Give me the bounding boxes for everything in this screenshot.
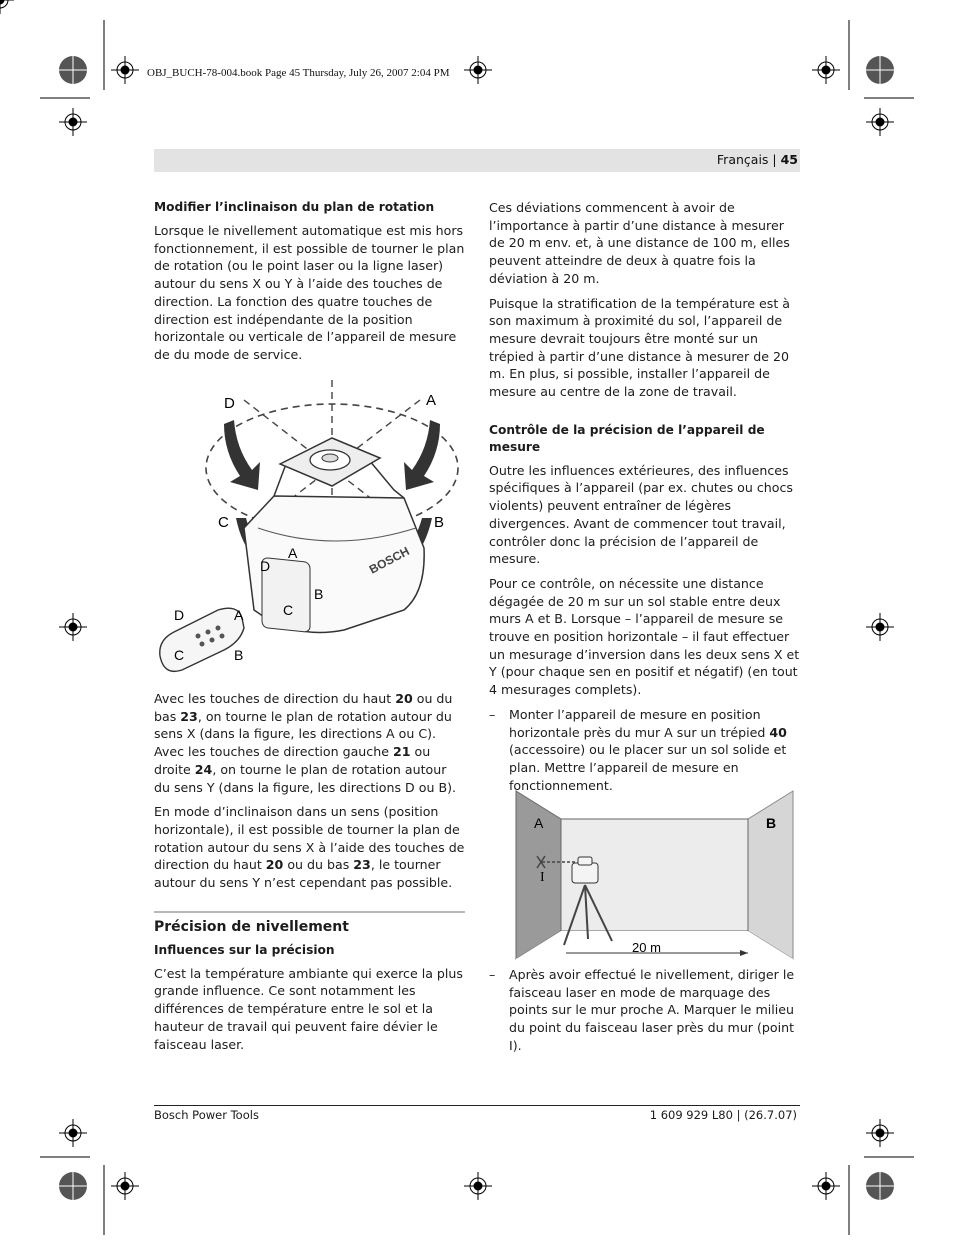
footer-rule bbox=[154, 1105, 800, 1106]
paragraph-inclinaison: Lorsque le nivellement automatique est mis hors fonctionnement, il est possible de tourner le plan de rotation (ou le point laser ou la ligne laser) autour du sens X ou Y à l’aide des touches de direction. La fonction des quatre touches de direction est indépendante de la position horizontale ou verticale de l’appareil de mesure de du mode de service. bbox=[154, 223, 465, 362]
figure-room-measurement bbox=[514, 789, 795, 961]
remote-control bbox=[160, 608, 244, 671]
list-item-step-2: – Après avoir effectué le nivellement, diriger le faisceau laser en mode de marquage des points sur le mur proche A. Marquer le milieu du point du faisceau laser près du mur (point I). bbox=[489, 967, 795, 1053]
figure-rotation-laser bbox=[154, 378, 465, 678]
label-distance: 20 m bbox=[632, 940, 661, 955]
paragraph-control-distance: Pour ce contrôle, on nécessite une distance dégagée de 20 m sur un sol stable entre deux murs A et B. Lorsque – l’appareil de mesure se trouve en position horizontale – il faut effectuer un mesurage d’inversion dans les deux sens X et Y (pour chaque sen en positif et négatif) (en tout 4 mesurages complets). bbox=[489, 575, 800, 698]
label-c-device: C bbox=[283, 602, 294, 618]
label-b-remote: B bbox=[234, 647, 244, 663]
label-wall-a: A bbox=[534, 815, 544, 831]
running-header bbox=[717, 152, 798, 167]
label-c-remote: C bbox=[174, 647, 185, 663]
right-column-bottom bbox=[489, 966, 800, 1062]
arrow-a bbox=[404, 420, 440, 490]
left-column-top bbox=[154, 199, 465, 371]
arrow-d bbox=[224, 420, 260, 490]
footer-doc-number: 1 609 929 L80 | (26.7.07) bbox=[649, 1108, 797, 1122]
label-c-side: C bbox=[218, 514, 229, 531]
paragraph-temperature: C’est la température ambiante qui exerce la plus grande influence. Ce sont notamment les différences de température entre le sol et la hauteur de travail qui peuvent faire dévier le faisceau laser. bbox=[154, 965, 463, 1052]
page-number: 45 bbox=[780, 152, 798, 167]
label-d-top: D bbox=[224, 395, 235, 412]
brand-logo: BOSCH bbox=[366, 543, 412, 577]
left-column-bottom bbox=[154, 690, 465, 1060]
tripod-laser bbox=[572, 863, 598, 883]
heading-controle: Contrôle de la précision de l’appareil de mesure bbox=[489, 422, 765, 454]
label-a-top: A bbox=[426, 392, 437, 409]
label-a-device: A bbox=[288, 545, 298, 561]
paragraph-direction-keys: Avec les touches de direction du haut 20 ou du bas 23, on tourne le plan de rotation autour du sens X (dans la figure, les directions A ou C). Avec les touches de direction gauche 21 ou droite 24, on tourne le plan de rotation autour du sens Y (dans la figure, les directions D ou B). bbox=[154, 691, 456, 795]
section-rule bbox=[154, 911, 465, 913]
language-label: Français | bbox=[716, 152, 781, 167]
paragraph-device-influences: Outre les influences extérieures, des influences spécifiques à l’appareil (par ex. chutes ou chocs violents) peuvent entraîner de légères divergences. Avant de commencer tout travail, contrôler donc la précision de l’appareil de mesure. bbox=[489, 462, 793, 567]
label-wall-b: B bbox=[766, 815, 777, 831]
paragraph-tripod: Puisque la stratification de la température est à son maximum à proximité du sol, l’appareil de mesure devrait toujours être monté sur un trépied à partir d’une distance à mesurer de 20 m. En plus, si possible, installer l’appareil de mesure au centre de la zone de travail. bbox=[489, 295, 790, 400]
label-a-remote: A bbox=[234, 607, 244, 623]
heading-inclinaison: Modifier l’inclinaison du plan de rotation bbox=[154, 200, 435, 214]
paragraph-single-axis-mode: En mode d’inclinaison dans un sens (position horizontale), il est possible de tourner la plan de rotation autour du sens X à l’aide des touches de direction du haut 20 ou du bas 23, le tourner autour du sens Y n’est cependant pas possible. bbox=[154, 804, 465, 891]
header-bar bbox=[154, 149, 800, 172]
label-d-remote: D bbox=[174, 607, 185, 623]
footer-publisher: Bosch Power Tools bbox=[154, 1108, 259, 1122]
label-b-device: B bbox=[314, 586, 324, 602]
label-point-i: I bbox=[540, 870, 545, 885]
right-column bbox=[489, 199, 800, 801]
print-header: OBJ_BUCH-78-004.book Page 45 Thursday, July 26, 2007 2:04 PM bbox=[147, 67, 450, 79]
list-item-step-1: – Monter l’appareil de mesure en position horizontale près du mur A sur un trépied 40 (accessoire) ou le placer sur un sol solide et plan. Mettre l’appareil de mesure en fonctionnement. bbox=[489, 706, 787, 793]
label-d-device: D bbox=[260, 558, 271, 574]
label-b-side: B bbox=[434, 514, 445, 531]
paragraph-deviations: Ces déviations commencent à avoir de l’importance à partir d’une distance à mesurer de 20 m env. et, à une distance de 100 m, elles peuvent atteindre de deux à quatre fois la déviation à 20 m. bbox=[489, 200, 790, 286]
subheading-influences: Influences sur la précision bbox=[154, 942, 335, 957]
section-title: Précision de nivellement bbox=[154, 918, 349, 935]
